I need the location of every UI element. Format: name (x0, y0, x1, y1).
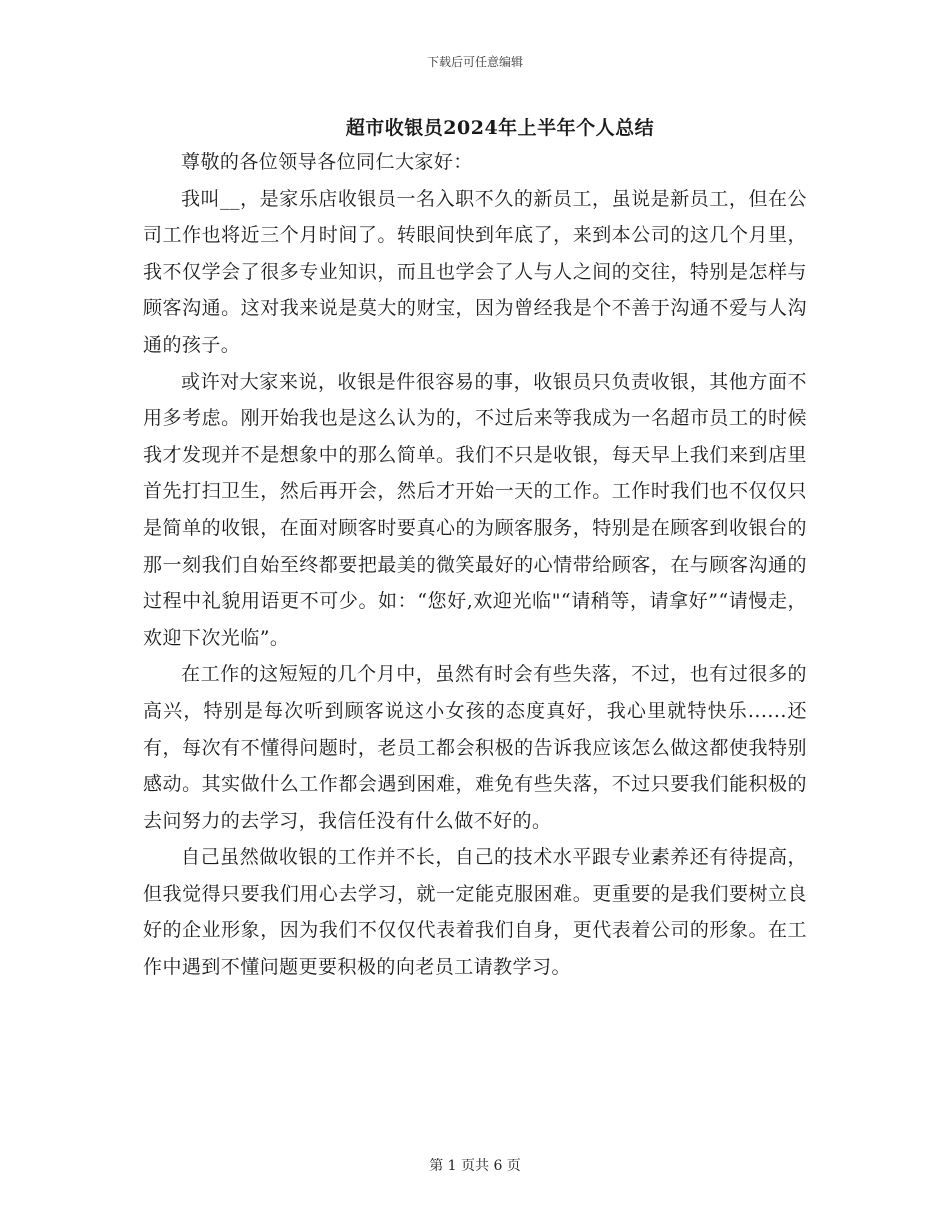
paragraph-salutation: 尊敬的各位领导各位同仁大家好： (181, 151, 473, 173)
paragraph-introduction: 我叫__，是家乐店收银员一名入职不久的新员工，虽说是新员工，但在公司工作也将近三个月时间了。转眼间快到年底了，来到本公司的这几个月里，我不仅学会了很多专业知识，而且也学会了人与人之间的交往，特别是怎样与顾客沟通。这对我来说是莫大的财宝，因为曾经我是个不善于沟通不爱与人沟通的孩子。 (143, 187, 807, 356)
paragraph-cashier-duties: 或许对大家来说，收银是件很容易的事，收银员只负责收银，其他方面不用多考虑。刚开始我也是这么认为的，不过后来等我成为一名超市员工的时候我才发现并不是想象中的那么简单。我们不只是收银，每天早上我们来到店里首先打扫卫生，然后再开会，然后才开始一天的工作。工作时我们也不仅仅只是简单的收银，在面对顾客时要真心的为顾客服务，特别是在顾客到收银台的那一刻我们自始至终都要把最美的微笑最好的心情带给顾客，在与顾客沟通的过程中礼貌用语更不可少。如：“您好,欢迎光临"“请稍等，请拿好”“请慢走，欢迎下次光临”。 (143, 370, 807, 649)
page-number: 第 1 页共 6 页 (429, 1158, 521, 1174)
paragraph-self-improvement: 自己虽然做收银的工作并不长，自己的技术水平跟专业素养还有待提高，但我觉得只要我们用心去学习，就一定能克服困难。更重要的是我们要树立良好的企业形象，因为我们不仅仅代表着我们自身，更代表着公司的形象。在工作中遇到不懂问题更要积极的向老员工请教学习。 (143, 846, 807, 979)
document-title: 超市收银员2024年上半年个人总结 (345, 117, 655, 139)
paragraph-work-experience: 在工作的这短短的几个月中，虽然有时会有些失落，不过，也有过很多的高兴，特别是每次听到顾客说这小女孩的态度真好，我心里就特快乐......还有，每次有不懂得问题时，老员工都会积极的告诉我应该怎么做这都使我特别感动。其实做什么工作都会遇到困难，难免有些失落，不过只要我们能积极的去问努力的去学习，我信任没有什么做不好的。 (143, 663, 807, 832)
document-body (143, 144, 807, 986)
page-header-note: 下载后可任意编辑 (426, 55, 523, 69)
